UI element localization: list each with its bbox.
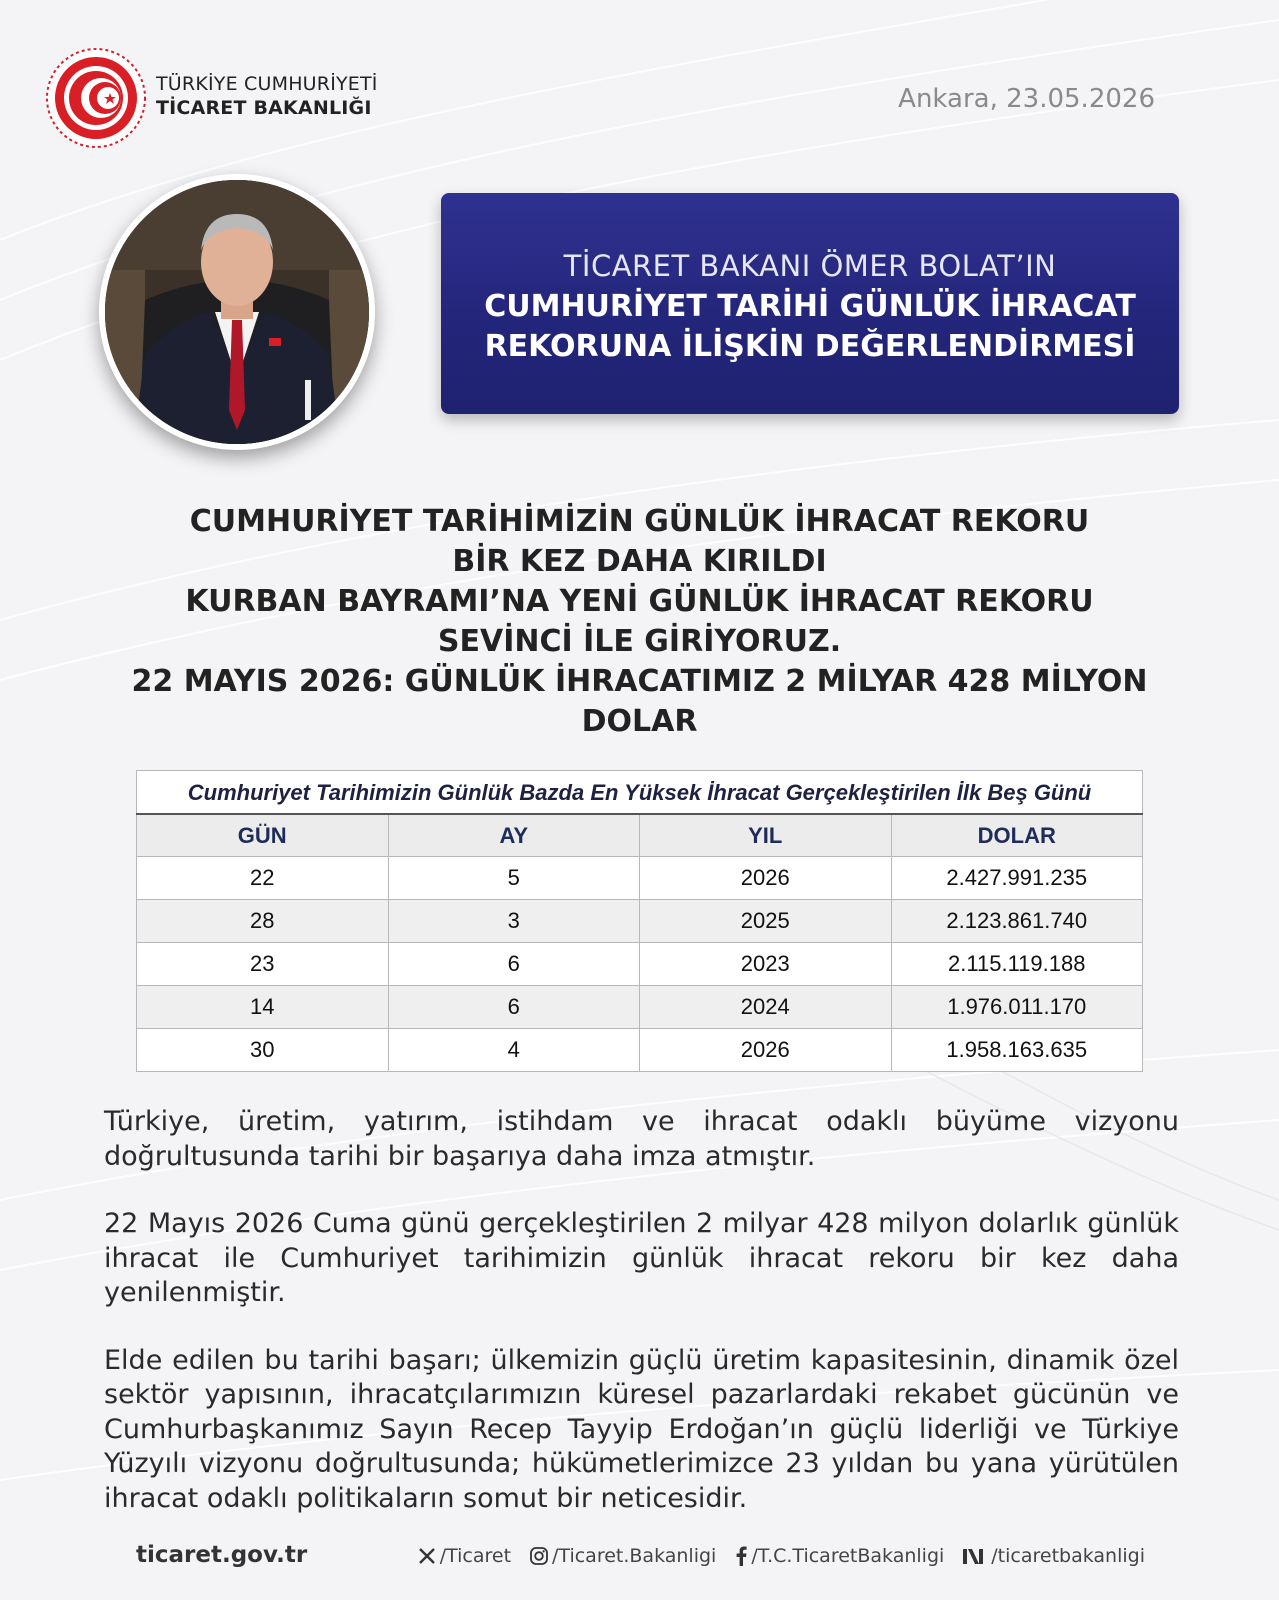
table-cell: 22 — [137, 857, 389, 900]
nsosyal-icon — [962, 1546, 988, 1566]
facebook-link[interactable] — [734, 1545, 944, 1567]
table-header-row — [137, 814, 1143, 857]
headline-line: SEVİNCİ İLE GİRİYORUZ. — [437, 624, 842, 659]
table-cell: 5 — [388, 857, 640, 900]
headline-line: 22 MAYIS 2026: GÜNLÜK İHRACATIMIZ 2 MİLYAR 428 MİLYON — [131, 664, 1148, 699]
table-cell: 2025 — [640, 900, 892, 943]
table-cell: 30 — [137, 1029, 389, 1072]
statement-title-pre: TİCARET BAKANI ÖMER BOLAT’IN — [563, 249, 1057, 283]
statement-title-line2: REKORUNA İLİŞKİN DEĞERLENDİRMESİ — [484, 329, 1136, 364]
website-link[interactable]: ticaret.gov.tr — [136, 1542, 308, 1568]
body-paragraph: Elde edilen bu tarihi başarı; ülkemizin güçlü üretim kapasitesinin, dinamik özel sektör yapısının, ihracatçılarımızın küresel pazarlardaki rekabet gücünün ve Cumhurbaşkanımız Sayın Recep Tayyip Erdoğan’ın güçlü liderliği ve Türkiye Yüzyılı vizyonu doğrultusunda; hükümetlerimizce 23 yıldan bu yana yürütülen ihracat odaklı politikaların somut bir neticesidir. — [104, 1344, 1179, 1514]
table-row — [137, 857, 1143, 900]
table-cell: 4 — [388, 1029, 640, 1072]
table-row — [137, 1029, 1143, 1072]
table-row — [137, 900, 1143, 943]
ministry-name-line1: TÜRKİYE CUMHURİYETİ — [156, 73, 378, 95]
ministry-logo-icon — [44, 46, 148, 150]
export-records-table — [136, 770, 1143, 1072]
table-cell: 1.976.011.170 — [891, 986, 1143, 1029]
minister-portrait-image — [105, 180, 369, 444]
table-caption: Cumhuriyet Tarihimizin Günlük Bazda En Yüksek İhracat Gerçekleştirilen İlk Beş Günü — [136, 770, 1143, 813]
body-paragraph: 22 Mayıs 2026 Cuma günü gerçekleştirilen 2 milyar 428 milyon dolarlık günlük ihracat ile Cumhuriyet tarihimizin günlük ihracat rekoru bir kez daha yenilenmiştir. — [104, 1208, 1179, 1308]
table-cell: 3 — [388, 900, 640, 943]
table-header-cell: YIL — [640, 814, 892, 857]
ministry-header — [44, 46, 384, 146]
table-cell: 6 — [388, 943, 640, 986]
headline-line: KURBAN BAYRAMI’NA YENİ GÜNLÜK İHRACAT REKORU — [185, 584, 1094, 619]
statement-body — [104, 1105, 1179, 1549]
table-cell: 2.427.991.235 — [891, 857, 1143, 900]
footer — [0, 1538, 1279, 1578]
table-cell: 2.115.119.188 — [891, 943, 1143, 986]
nsosyal-handle: /ticaretbakanligi — [991, 1545, 1145, 1567]
statement-title-line1: CUMHURİYET TARİHİ GÜNLÜK İHRACAT — [484, 289, 1136, 324]
headline-line: BİR KEZ DAHA KIRILDI — [452, 544, 827, 579]
social-links — [417, 1545, 1145, 1567]
headline — [110, 502, 1169, 742]
statement-title-main — [441, 287, 1179, 367]
x-handle: /Ticaret — [439, 1545, 512, 1567]
table-header-cell: AY — [388, 814, 640, 857]
table-row — [137, 943, 1143, 986]
ministry-name-line2: TİCARET BAKANLIĞI — [156, 97, 372, 119]
table-cell: 2024 — [640, 986, 892, 1029]
minister-portrait — [99, 174, 375, 450]
table-header-cell: GÜN — [137, 814, 389, 857]
table-cell: 2026 — [640, 1029, 892, 1072]
instagram-link[interactable] — [529, 1545, 716, 1567]
headline-line: CUMHURİYET TARİHİMİZİN GÜNLÜK İHRACAT REKORU — [189, 504, 1090, 539]
headline-line: DOLAR — [581, 704, 698, 739]
table-header-cell: DOLAR — [891, 814, 1143, 857]
table-cell: 2026 — [640, 857, 892, 900]
statement-title-box — [441, 193, 1179, 414]
facebook-icon — [734, 1546, 748, 1566]
table-cell: 14 — [137, 986, 389, 1029]
x-icon — [417, 1546, 437, 1566]
nsosyal-link[interactable] — [962, 1545, 1145, 1567]
table-row — [137, 986, 1143, 1029]
instagram-handle: /Ticaret.Bakanligi — [552, 1545, 717, 1567]
table-cell: 23 — [137, 943, 389, 986]
body-paragraph: Türkiye, üretim, yatırım, istihdam ve ihracat odaklı büyüme vizyonu doğrultusunda tarihi bir başarıya daha imza atmıştır. — [104, 1106, 1179, 1172]
instagram-icon — [529, 1546, 549, 1566]
table-cell: 2.123.861.740 — [891, 900, 1143, 943]
table-cell: 28 — [137, 900, 389, 943]
x-link[interactable] — [417, 1545, 511, 1567]
table-cell: 6 — [388, 986, 640, 1029]
table-cell: 1.958.163.635 — [891, 1029, 1143, 1072]
press-date: Ankara, 23.05.2026 — [898, 84, 1155, 114]
ministry-name — [156, 72, 378, 120]
facebook-handle: /T.C.TicaretBakanligi — [751, 1545, 945, 1567]
table-cell: 2023 — [640, 943, 892, 986]
